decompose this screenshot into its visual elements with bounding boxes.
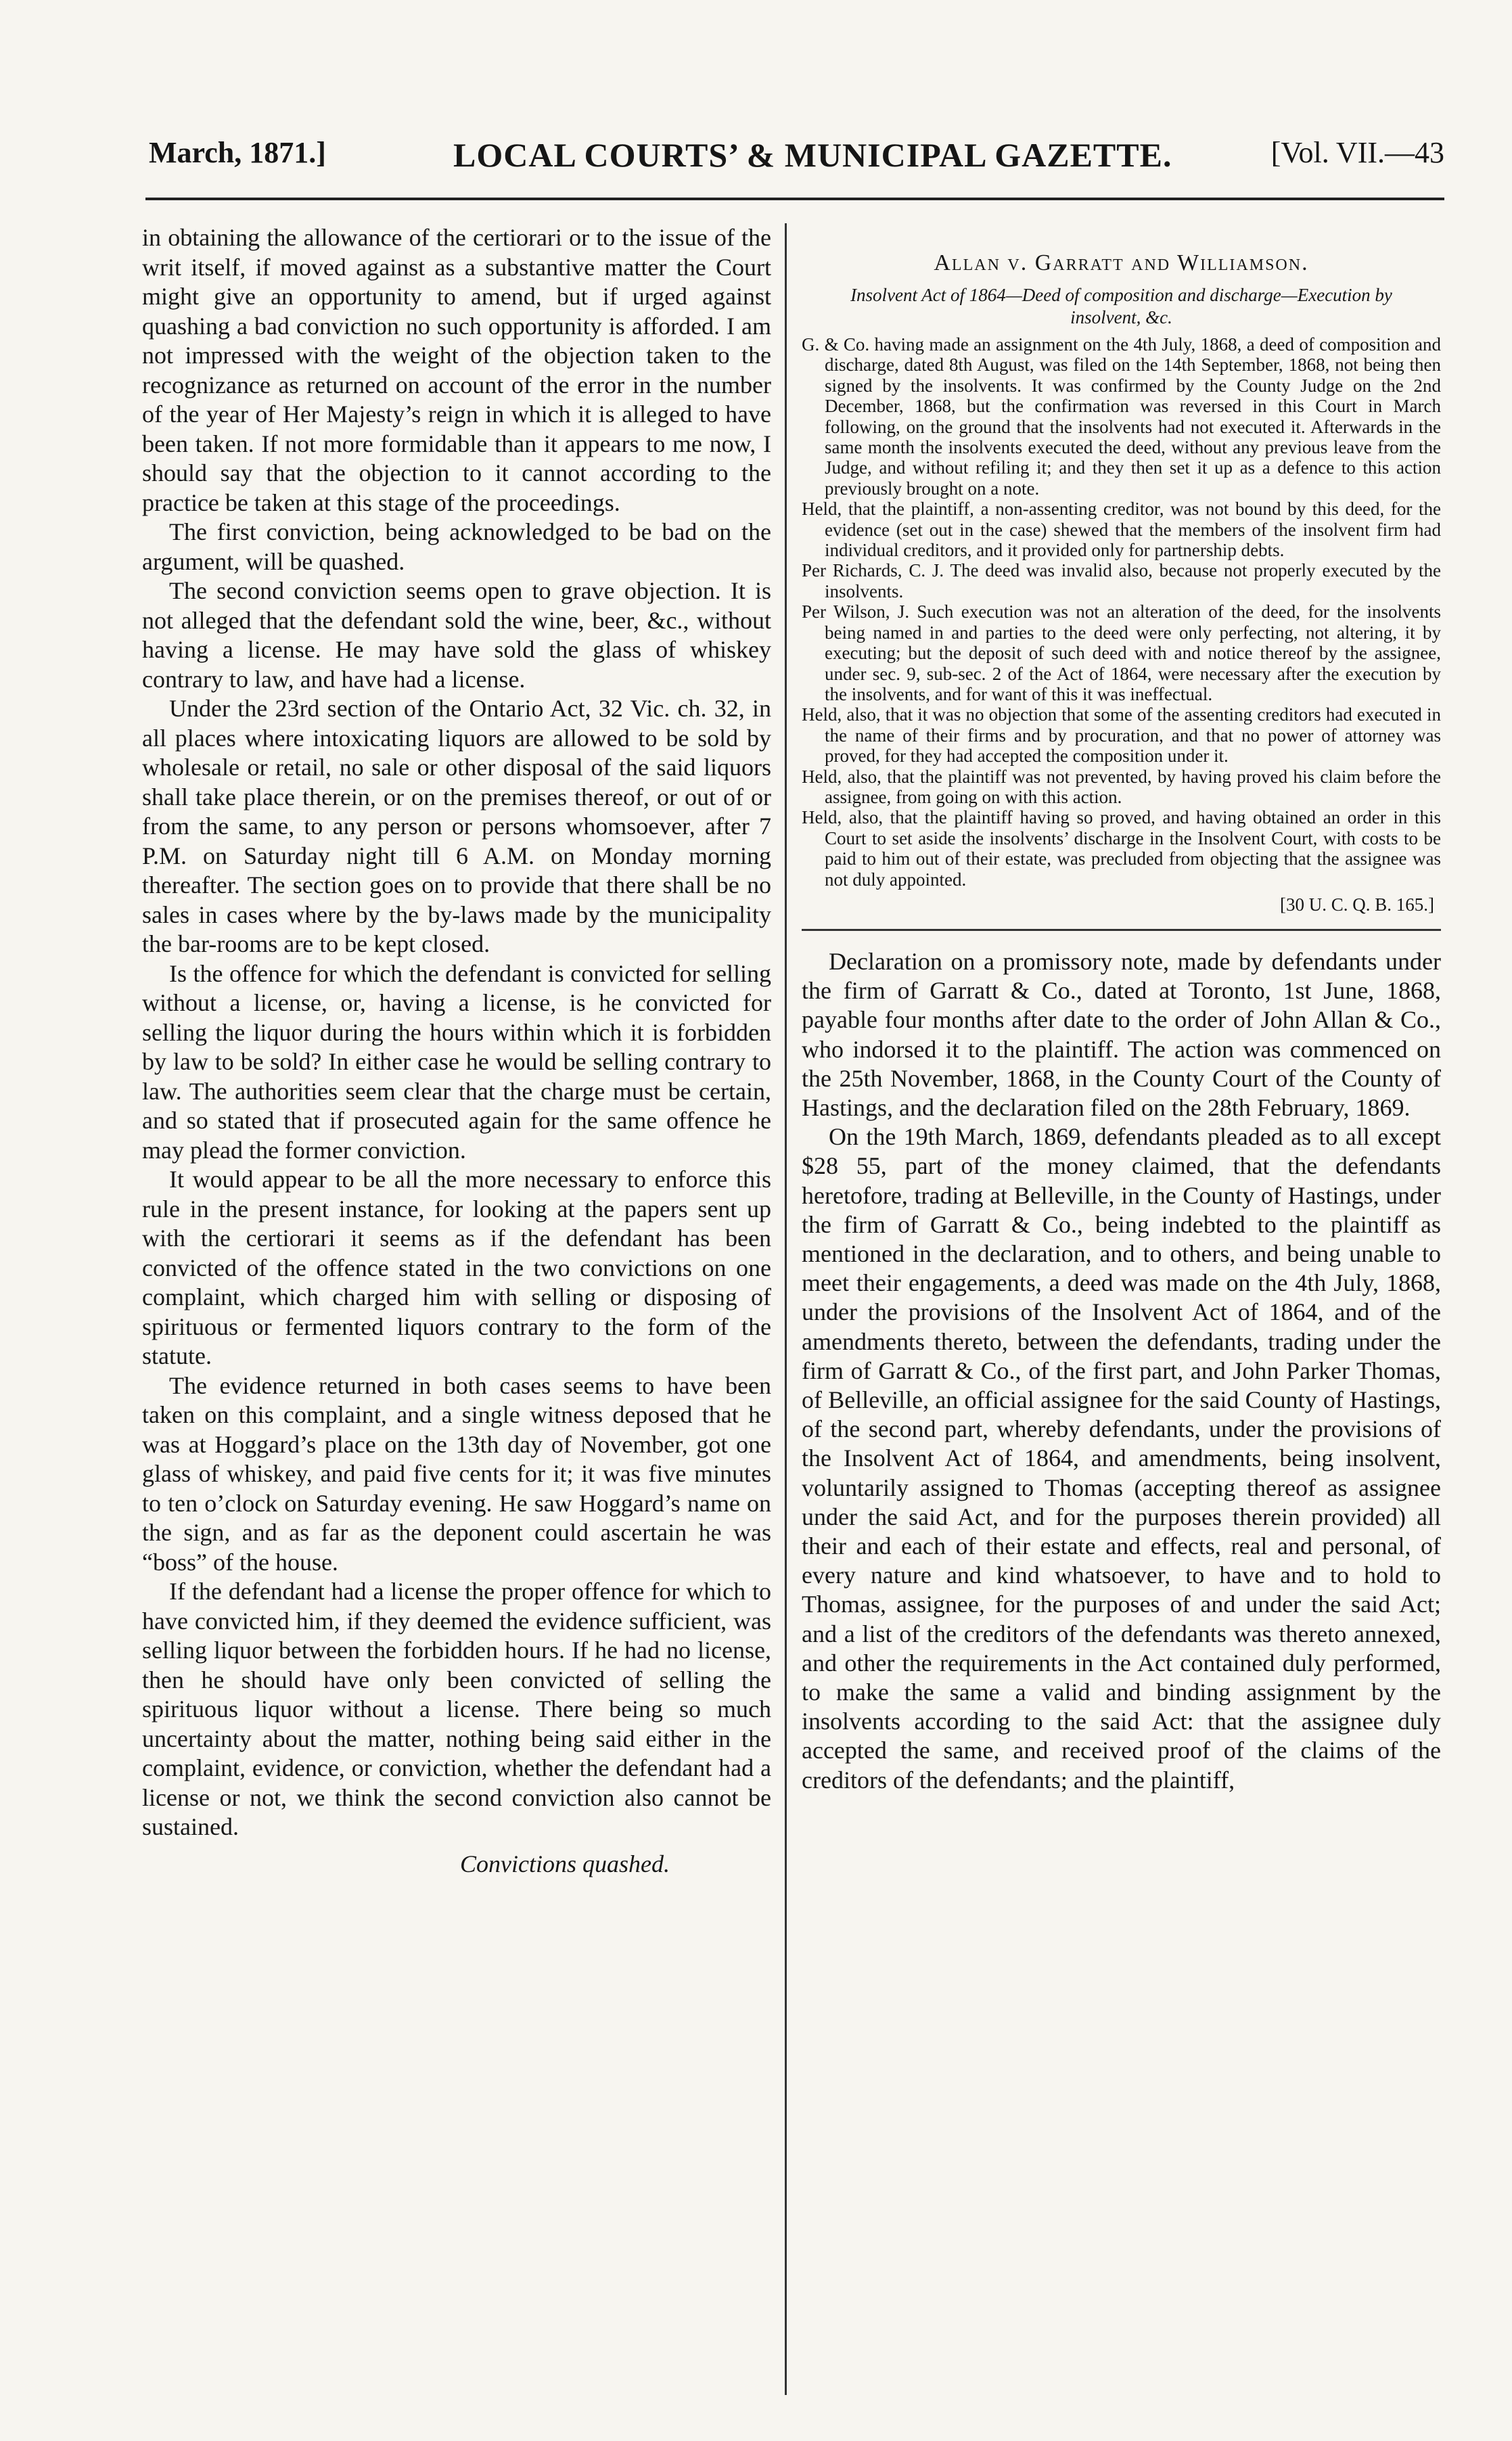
case-citation: [30 U. C. Q. B. 165.] [1280,894,1434,915]
paragraph: It would appear to be all the more necessary to enforce this rule in the present instance, for looking at the papers sent up with the certiorari it seems as if the defendant has been convicted of the offence stated in the two convictions on one complaint, which charged him with selling or disposing of spirituous or fermented liquors contrary to the form of the statute. [142,1166,771,1369]
headnote: Held, that the plaintiff, a non-assenting creditor, was not bound by this deed, for the evidence (set out in the case) shewed that the members of the insolvent firm had individual creditors, and it provided only for partnership debts. [802,499,1441,561]
headnote: Held, also, that it was no objection that some of the assenting creditors had executed in the name of their firms and by procuration, and that no power of attorney was proved, for they had accepted the composition under it. [802,704,1441,767]
paragraph: On the 19th March, 1869, defendants pleaded as to all except $28 55, part of the money claimed, that the defendants heretofore, trading at Belleville, in the County of Hastings, under the firm of Garratt & Co., being indebted to the plaintiff as mentioned in the declaration, and to others, and being unable to meet their engagements, a deed was made on the 4th July, 1868, under the provisions of the Insolvent Act of 1864, and of the amendments thereto, between the defendants, trading under the firm of Garratt & Co., of the first part, and John Parker Thomas, of Belleville, an official assignee for the said County of Hastings, of the second part, whereby defendants, under the provisions of the Insolvent Act of 1864, and amendments, being insolvent, voluntarily assigned to Thomas (accepting thereof as assignee under the said Act, and for the purposes therein provided) all their and each of their estate and effects, real and personal, of every nature and kind whatsoever, to have and to hold to Thomas, assignee, for the purposes of and under the said Act; and a list of the creditors of the defendants was thereto annexed, and other the requirements in the Act contained duly performed, to make the same a valid and binding assignment by the insolvents according to the said Act: that the assignee duly accepted the same, and received proof of the claims of the creditors of the defendants; and the plaintiff, [802,1123,1441,1794]
headnote: G. & Co. having made an assignment on the 4th July, 1868, a deed of composition and discharge, dated 8th August, was filed on the 14th September, 1868, not being then signed by the insolvents. It was confirmed by the County Judge on the 2nd December, 1868, but the confirmation was reversed in this Court in March following, on the ground that the insolvents had not executed it. Afterwards in the same month the insolvents executed the deed, without any previous leave from the Judge, and without refiling it; and they then set it up as a defence to this action previously brought on a note. [802,334,1441,499]
paragraph: If the defendant had a license the proper offence for which to have convicted him, if they deemed the evidence sufficient, was selling liquor between the forbidden hours. If he had no license, then he should have only been convicted of selling the spirituous liquor without a license. There being so much uncertainty about the matter, nothing being said either in the complaint, evidence, or conviction, whether the defendant had a license or not, we think the second conviction also cannot be sustained. [142,1578,771,1840]
paragraph: Declaration on a promissory note, made by defendants under the firm of Garratt & Co., dated at Toronto, 1st June, 1868, payable four months after date to the order of John Allan & Co., who indorsed it to the plaintiff. The action was commenced on the 25th November, 1868, in the County Court of the County of Hastings, and the declaration filed on the 28th February, 1869. [802,947,1441,1121]
headnote: Held, also, that the plaintiff having so proved, and having obtained an order in this Court to set aside the insolvents’ discharge in the Insolvent Court, with costs to be paid to him out of their estate, was precluded from objecting that the assignee was not duly appointed. [802,807,1441,890]
paragraph: Under the 23rd section of the Ontario Act, 32 Vic. ch. 32, in all places where intoxicating liquors are allowed to be sold by wholesale or retail, no sale or other disposal of the said liquors shall take place therein, or on the premises thereof, or out of or from the same, to any person or persons whomsoever, after 7 P.M. on Saturday night till 6 A.M. on Monday morning thereafter. The section goes on to provide that there shall be no sales in cases where by the by-laws made by the municipality the bar-rooms are to be kept closed. [142,695,771,957]
header-title: LOCAL COURTS’ & MUNICIPAL GAZETTE. [453,136,1172,174]
judgment-signoff: Convictions quashed. [460,1850,670,1877]
column-divider [785,223,787,2395]
running-header [142,122,1444,189]
paragraph: in obtaining the allowance of the certiorari or to the issue of the writ itself, if moved against as a substantive matter the Court might give an opportunity to amend, but if urged against quashing a bad conviction no such opportunity is afforded. I am not impressed with the weight of the objection taken to the recognizance as returned on account of the error in the number of the year of Her Majesty’s reign in which it is alleged to have been taken. If not more formidable than it appears to me now, I should say that the objection to it cannot according to the practice be taken at this stage of the proceedings. [142,224,771,516]
header-volume: [Vol. VII.—43 [1270,136,1444,169]
left-column [142,223,771,1879]
headnote: Per Wilson, J. Such execution was not an alteration of the deed, for the insolvents being named in and parties to the deed were only perfecting, not altering, it by executing; but the deposit of such deed with and notice thereof by the assignee, under sec. 9, sub-sec. 2 of the Act of 1864, were necessary after the execution by the insolvents, and for want of this it was ineffectual. [802,601,1441,704]
headnote: Held, also, that the plaintiff was not prevented, by having proved his claim before the assignee, from going on with this action. [802,766,1441,807]
paragraph: Is the offence for which the defendant is convicted for selling without a license, or, having a license, is he convicted for selling the liquor during the hours within which it is forbidden by law to be sold? In either case he would be selling contrary to law. The authorities seem clear that the charge must be certain, and so stated that if prosecuted again for the same offence he may plead the former conviction. [142,959,771,1164]
paragraph: The evidence returned in both cases seems to have been taken on this complaint, and a single witness deposed that he was at Hoggard’s place on the 13th day of November, got one glass of whiskey, and paid five cents for it; it was five minutes to ten o’clock on Saturday evening. He saw Hoggard’s name on the sign, and as far as the deponent could ascertain he was “boss” of the house. [142,1371,771,1576]
case-title: Allan v. Garratt and Williamson. [934,250,1309,275]
headnote: Per Richards, C. J. The deed was invalid also, because not properly executed by the insolvents. [802,560,1441,601]
right-column [802,223,1441,1795]
header-rule [145,198,1444,200]
header-date: March, 1871.] [149,136,326,169]
case-rule [802,929,1441,931]
case-subtitle: Insolvent Act of 1864—Deed of composition and discharge—Execution by insolvent, &c. [850,285,1392,327]
paragraph: The second conviction seems open to grave objection. It is not alleged that the defendant sold the wine, beer, &c., without having a license. He may have sold the glass of whiskey contrary to law, and have had a license. [142,577,771,693]
paragraph: The first conviction, being acknowledged to be bad on the argument, will be quashed. [142,518,771,575]
